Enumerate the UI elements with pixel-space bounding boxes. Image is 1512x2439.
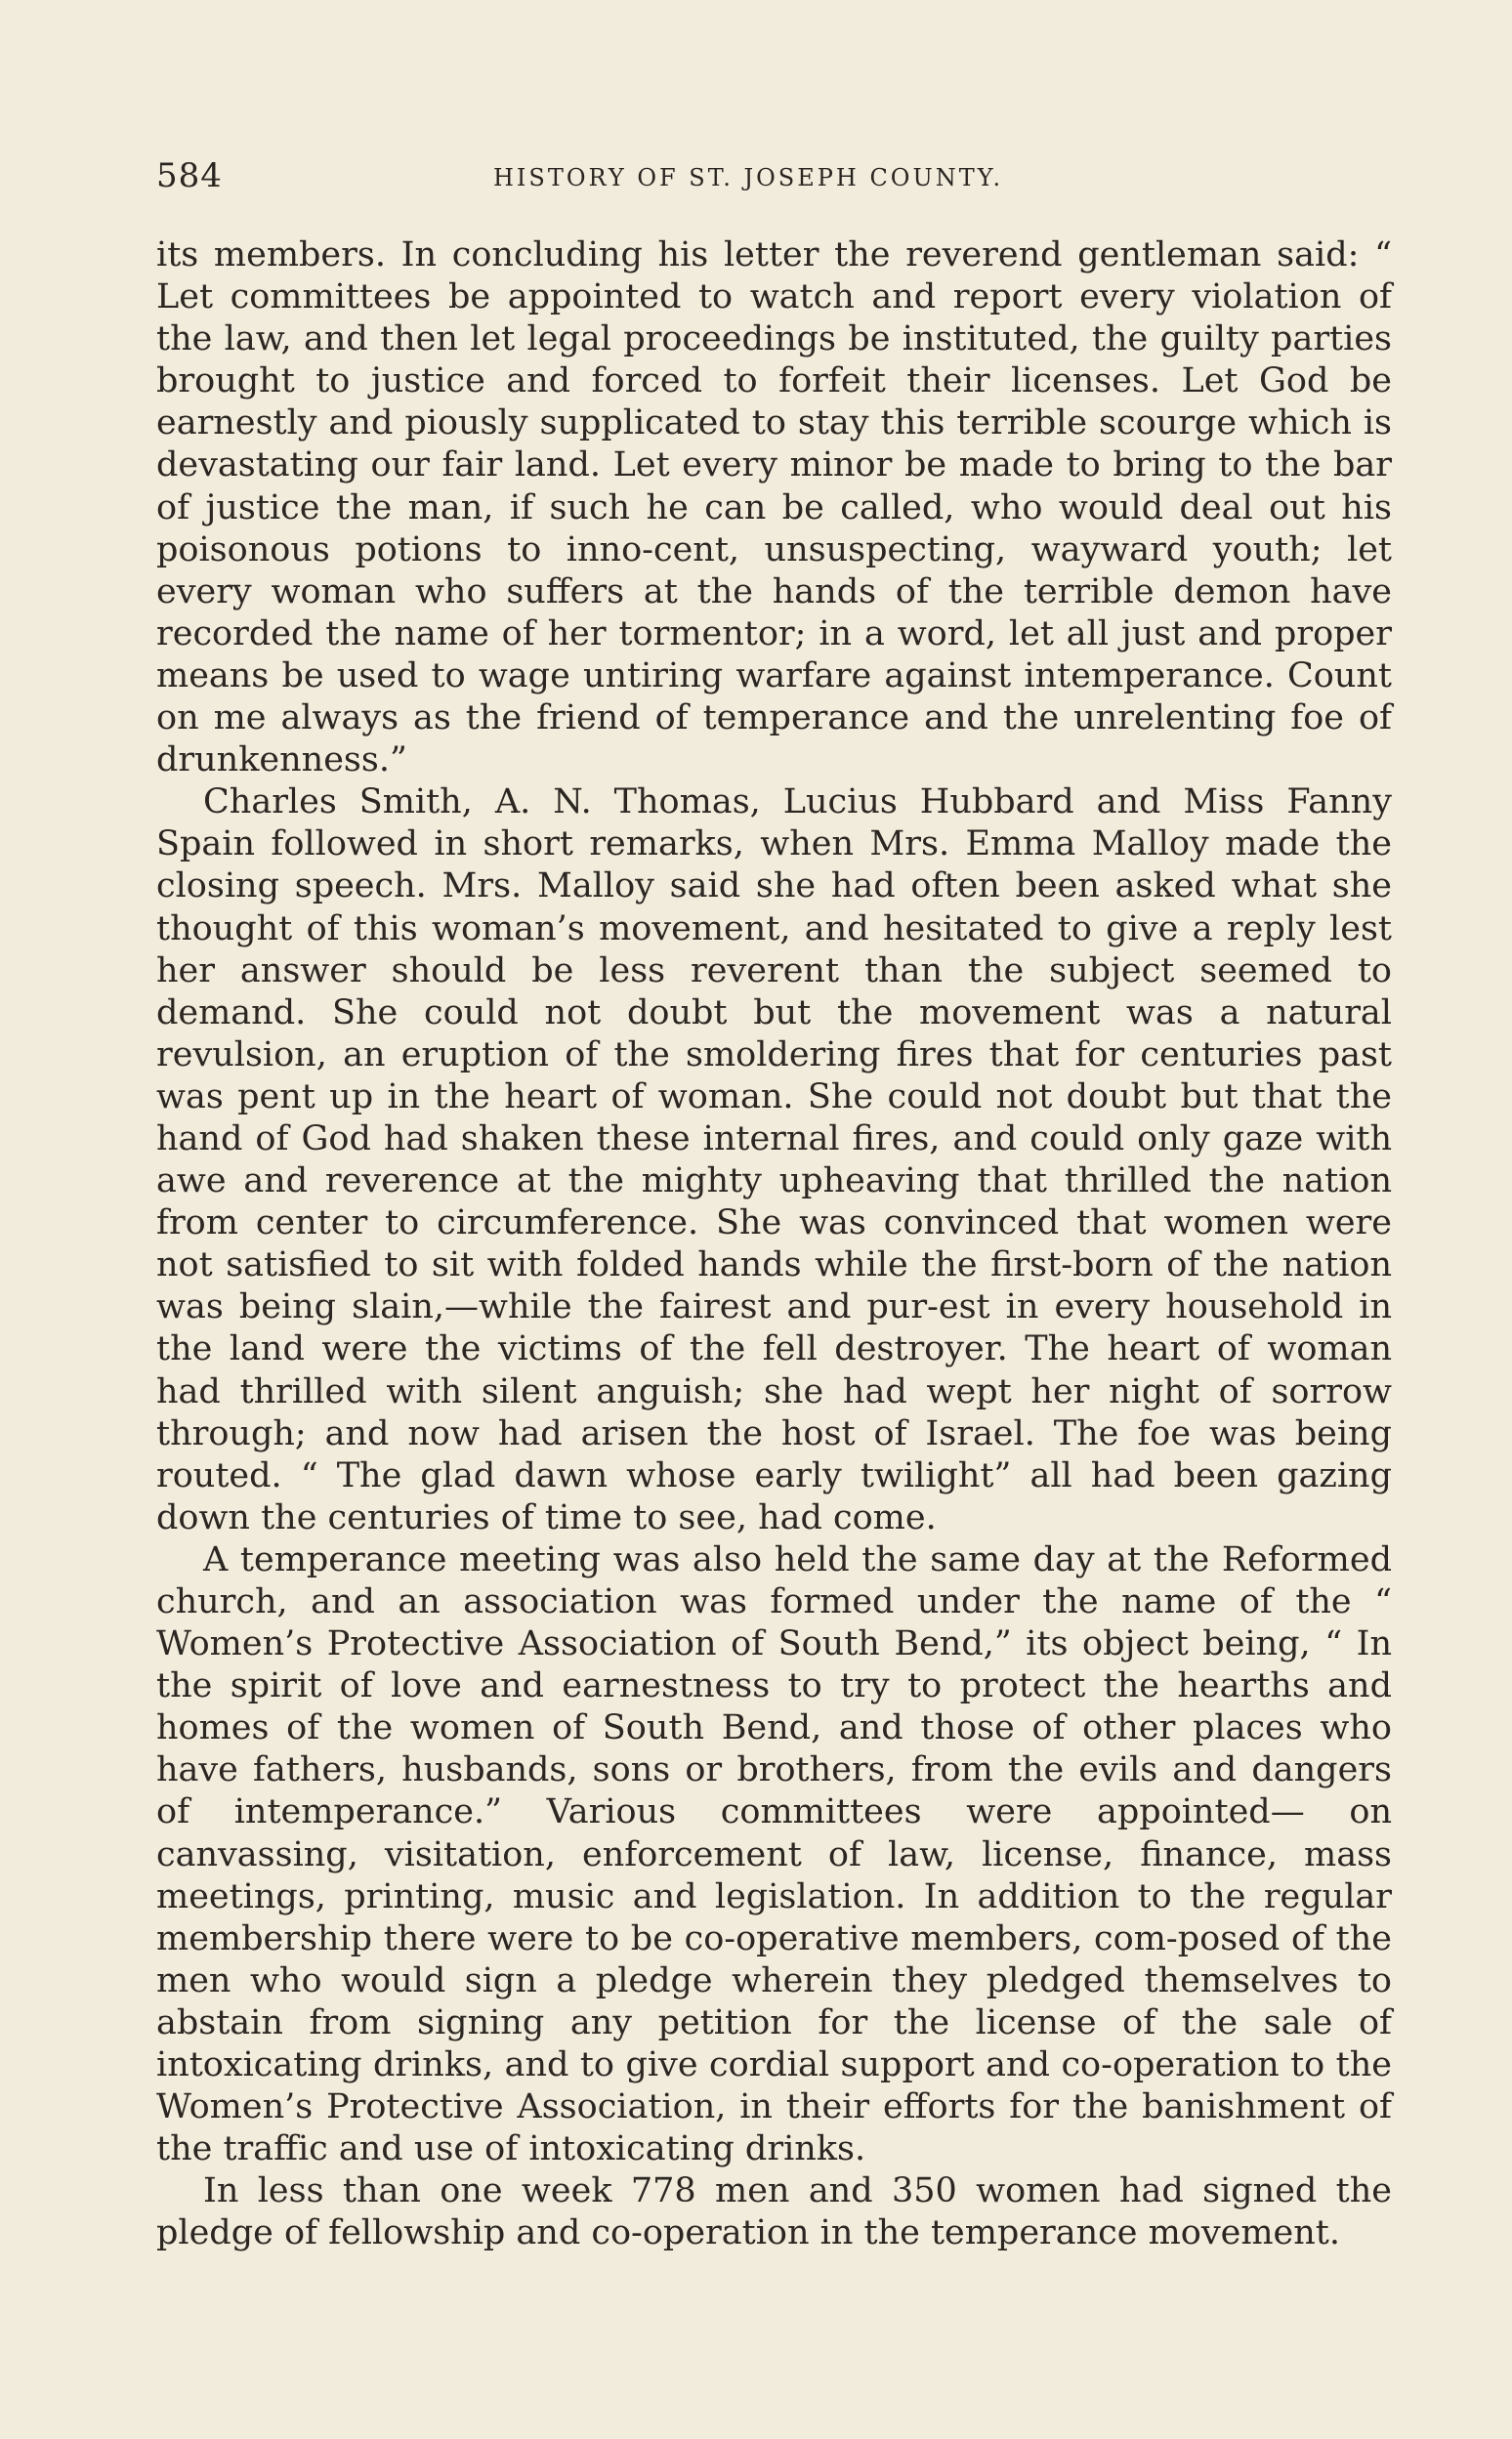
page-number: 584 bbox=[156, 156, 223, 195]
paragraph-malloy-speech: Charles Smith, A. N. Thomas, Lucius Hubbard and Miss Fanny Spain followed in short remarks, when Mrs. Emma Malloy made the closing speech. Mrs. Malloy said she had often been asked what she thought of this woman’s movement, and hesitated to give a reply lest her answer should be less reverent than the subject seemed to demand. She could not doubt but the movement was a natural revulsion, an eruption of the smoldering fires that for centuries past was pent up in the heart of woman. She could not doubt but that the hand of God had shaken these internal fires, and could only gaze with awe and reverence at the mighty upheaving that thrilled the nation from center to circumference. She was convinced that women were not satisfied to sit with folded hands while the first-born of the nation was being slain,—while the fairest and pur-est in every household in the land were the victims of the fell destroyer. The heart of woman had thrilled with silent anguish; she had wept her night of sorrow through; and now had arisen the host of Israel. The foe was being routed. “ The glad dawn whose early twilight” all had been gazing down the centuries of time to see, had come. bbox=[156, 782, 1392, 1537]
running-head: HISTORY OF ST. JOSEPH COUNTY. bbox=[493, 164, 1004, 191]
page-header bbox=[156, 156, 1387, 205]
body-text bbox=[156, 234, 1392, 2255]
paragraph-protective-association: A temperance meeting was also held the same day at the Reformed church, and an association was formed under the name of the “ Women’s Protective Association of South Bend,” its object being, “ In the spirit of love and earnestness to try to protect the hearths and homes of the women of South Bend, and those of other places who have fathers, husbands, sons or brothers, from the evils and dangers of intemperance.” Various committees were appointed— on canvassing, visitation, enforcement of law, license, finance, mass meetings, printing, music and legislation. In addition to the regular membership there were to be co-operative members, com-posed of the men who would sign a pledge wherein they pledged themselves to abstain from signing any petition for the license of the sale of intoxicating drinks, and to give cordial support and co-operation to the Women’s Protective Association, in their efforts for the banishment of the traffic and use of intoxicating drinks. bbox=[156, 1539, 1392, 2169]
paragraph-pledge-signatures: In less than one week 778 men and 350 women had signed the pledge of fellowship and co-operation in the temperance movement. bbox=[156, 2171, 1392, 2253]
paragraph-letter-conclusion: its members. In concluding his letter the reverend gentleman said: “ Let committees be appointed to watch and report every violation of the law, and then let legal proceedings be instituted, the guilty parties brought to justice and forced to forfeit their licenses. Let God be earnestly and piously supplicated to stay this terrible scourge which is devastating our fair land. Let every minor be made to bring to the bar of justice the man, if such he can be called, who would deal out his poisonous potions to inno-cent, unsuspecting, wayward youth; let every woman who suffers at the hands of the terrible demon have recorded the name of her tormentor; in a word, let all just and proper means be used to wage untiring warfare against intemperance. Count on me always as the friend of temperance and the unrelenting foe of drunkenness.” bbox=[156, 235, 1392, 780]
